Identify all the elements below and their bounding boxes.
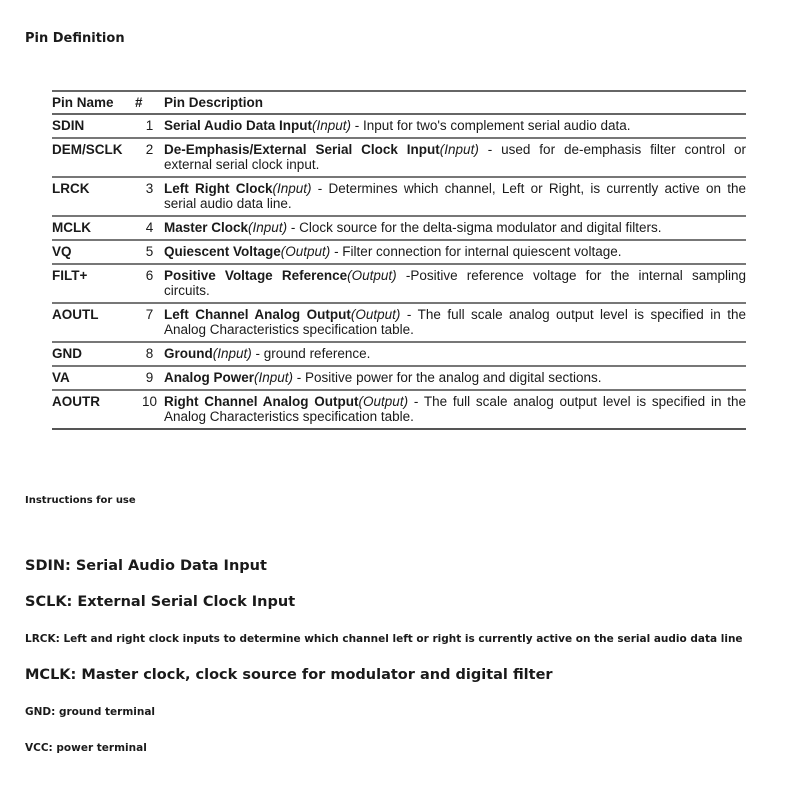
pin-number: 1 bbox=[135, 114, 164, 138]
pin-number: 6 bbox=[135, 264, 164, 303]
instruction-vcc: VCC: power terminal bbox=[25, 742, 147, 754]
instruction-sdin: SDIN: Serial Audio Data Input bbox=[25, 558, 267, 574]
pin-name: MCLK bbox=[52, 216, 135, 240]
pin-function: Ground bbox=[164, 346, 213, 361]
header-pin-description: Pin Description bbox=[164, 91, 746, 114]
pin-name: GND bbox=[52, 342, 135, 366]
pin-detail: - Clock source for the delta-sigma modulator and digital filters. bbox=[287, 220, 662, 235]
table-row bbox=[52, 390, 746, 429]
pin-direction: (Input) bbox=[272, 181, 312, 196]
pin-function: De-Emphasis/External Serial Clock Input bbox=[164, 142, 440, 157]
pin-number: 4 bbox=[135, 216, 164, 240]
table-row bbox=[52, 303, 746, 342]
pin-direction: (Input) bbox=[439, 142, 479, 157]
header-pin-name: Pin Name bbox=[52, 91, 135, 114]
pin-direction: (Input) bbox=[254, 370, 294, 385]
pin-detail: -Positive reference voltage for the internal sampling circuits. bbox=[164, 268, 746, 298]
pin-name: DEM/SCLK bbox=[52, 138, 135, 177]
pin-description bbox=[164, 138, 746, 177]
header-pin-number: # bbox=[135, 91, 164, 114]
pin-number: 3 bbox=[135, 177, 164, 216]
pin-function: Master Clock bbox=[164, 220, 249, 235]
table-row bbox=[52, 177, 746, 216]
pin-name: FILT+ bbox=[52, 264, 135, 303]
table-header-row bbox=[52, 91, 746, 114]
table-row bbox=[52, 114, 746, 138]
table-row bbox=[52, 240, 746, 264]
table-row bbox=[52, 264, 746, 303]
table-row bbox=[52, 366, 746, 390]
table-row bbox=[52, 216, 746, 240]
pin-description bbox=[164, 303, 746, 342]
pin-number: 9 bbox=[135, 366, 164, 390]
pin-name: AOUTL bbox=[52, 303, 135, 342]
table-row bbox=[52, 138, 746, 177]
pin-direction: (Input) bbox=[312, 118, 352, 133]
pin-number: 7 bbox=[135, 303, 164, 342]
pin-detail: - Filter connection for internal quiescent voltage. bbox=[330, 244, 622, 259]
pin-detail: - Positive power for the analog and digital sections. bbox=[293, 370, 602, 385]
pin-description bbox=[164, 177, 746, 216]
pin-number: 5 bbox=[135, 240, 164, 264]
pin-direction: (Output) bbox=[347, 268, 397, 283]
pin-function: Right Channel Analog Output bbox=[164, 394, 359, 409]
pin-description bbox=[164, 240, 746, 264]
pin-description bbox=[164, 390, 746, 429]
pin-function: Left Channel Analog Output bbox=[164, 307, 351, 322]
page-title: Pin Definition bbox=[25, 31, 125, 46]
pin-description bbox=[164, 264, 746, 303]
pin-detail: - The full scale analog output level is specified in the Analog Characteristics specification table. bbox=[164, 394, 746, 424]
pin-function: Left Right Clock bbox=[164, 181, 273, 196]
pin-name: VA bbox=[52, 366, 135, 390]
pin-direction: (Output) bbox=[280, 244, 331, 259]
pin-detail: - Input for two's complement serial audio data. bbox=[351, 118, 631, 133]
pin-detail: - The full scale analog output level is specified in the Analog Characteristics specification table. bbox=[164, 307, 746, 337]
pin-function: Quiescent Voltage bbox=[164, 244, 281, 259]
pin-number: 8 bbox=[135, 342, 164, 366]
pin-direction: (Input) bbox=[212, 346, 252, 361]
pin-name: AOUTR bbox=[52, 390, 135, 429]
pin-number: 2 bbox=[135, 138, 164, 177]
instruction-gnd: GND: ground terminal bbox=[25, 706, 156, 718]
pin-description bbox=[164, 342, 746, 366]
pin-description bbox=[164, 114, 746, 138]
pin-detail: - Determines which channel, Left or Right, is currently active on the serial audio data line. bbox=[164, 181, 747, 211]
pin-description bbox=[164, 216, 746, 240]
pin-function: Analog Power bbox=[164, 370, 255, 385]
pin-direction: (Input) bbox=[248, 220, 288, 235]
pin-detail: - ground reference. bbox=[251, 346, 371, 361]
pin-name: SDIN bbox=[52, 114, 135, 138]
pin-description bbox=[164, 366, 746, 390]
table-row bbox=[52, 342, 746, 366]
pin-direction: (Output) bbox=[358, 394, 409, 409]
pin-function: Positive Voltage Reference bbox=[164, 268, 348, 283]
pin-function: Serial Audio Data Input bbox=[164, 118, 313, 133]
pin-detail: - used for de-emphasis filter control or external serial clock input. bbox=[164, 142, 746, 172]
instructions-title: Instructions for use bbox=[25, 495, 136, 506]
pin-number: 10 bbox=[135, 390, 164, 429]
instruction-mclk: MCLK: Master clock, clock source for modulator and digital filter bbox=[25, 667, 553, 683]
pin-direction: (Output) bbox=[350, 307, 401, 322]
pin-definition-table bbox=[52, 90, 746, 430]
pin-name: LRCK bbox=[52, 177, 135, 216]
instruction-sclk: SCLK: External Serial Clock Input bbox=[25, 594, 296, 610]
instruction-lrck: LRCK: Left and right clock inputs to determine which channel left or right is currently active on the serial audio data line bbox=[25, 633, 743, 645]
pin-name: VQ bbox=[52, 240, 135, 264]
